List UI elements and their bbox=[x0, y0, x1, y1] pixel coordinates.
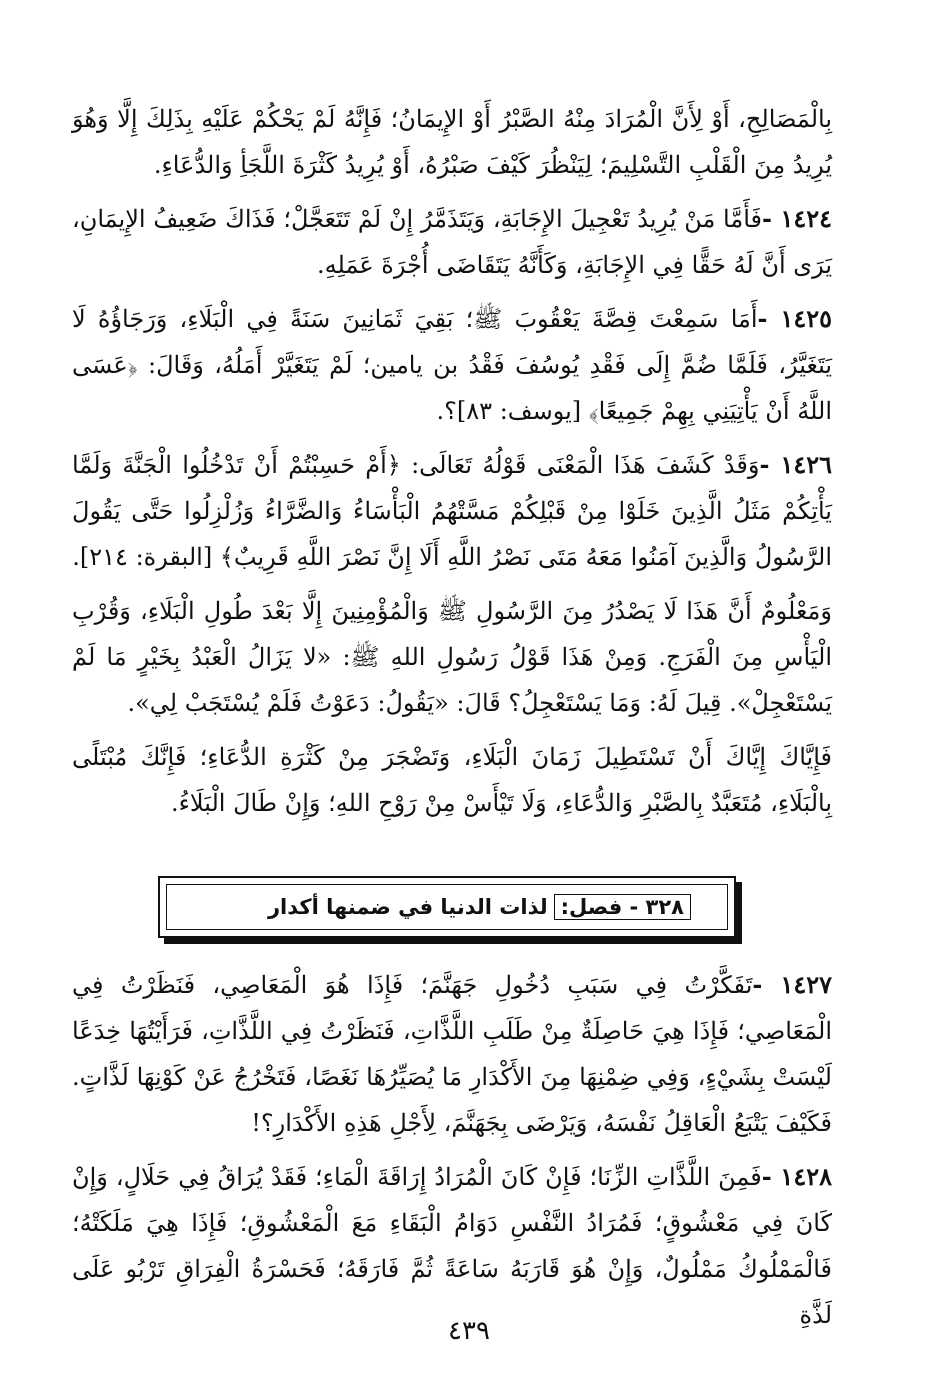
paragraph-1425: ١٤٢٥ -أَمَا سَمِعْتَ قِصَّةَ يَعْقُوبَ ﷺ؛ بَقِيَ ثَمَانِينَ سَنَةً فِي الْبَلَاءِ، وَرَجَاؤُهُ لَا يَتَغَيَّرُ، فَلَمَّا ضُمَّ إِلَى فَقْدِ يُوسُفَ فَقْدُ بن يامين؛ لَمْ يَتَغَيَّرْ أَمَلُهُ، وَقَالَ: ﴿عَسَى اللَّهُ أَنْ يَأْتِيَنِي بِهِمْ جَمِيعًا﴾ [يوسف: ٨٣]؟. bbox=[72, 304, 832, 425]
paragraph-number: ١٤٢٥ - bbox=[757, 304, 832, 333]
paragraph-known: وَمَعْلُومٌ أَنَّ هَذَا لَا يَصْدُرُ مِنَ الرَّسُولِ ﷺ وَالْمُؤْمِنِينَ إِلَّا بَعْدَ طُولِ الْبَلَاءِ، وَقُرْبِ الْيَأْسِ مِنَ الْفَرَجِ. وَمِنْ هَذَا قَوْلُ رَسُولِ اللهِ ﷺ: «لا يَزَالُ الْعَبْدُ بِخَيْرٍ مَا لَمْ يَسْتَعْجِلْ». قِيلَ لَهُ: وَمَا يَسْتَعْجِلُ؟ قَالَ: «يَقُولُ: دَعَوْتُ فَلَمْ يُسْتَجَبْ لِي». bbox=[72, 597, 833, 717]
section-heading-frame bbox=[158, 876, 736, 938]
bottom-text-block bbox=[72, 962, 832, 1346]
paragraph-beware: فَإِيَّاكَ إِيَّاكَ أَنْ تَسْتَطِيلَ زَمَانَ الْبَلَاءِ، وَتَضْجَرَ مِنْ كَثْرَةِ الدُّعَاءِ؛ فَإِنَّكَ مُبْتَلًى بِالْبَلَاءِ، مُتَعَبَّدٌ بِالصَّبْرِ وَالدُّعَاءِ، وَلَا تَيْأَسْ مِنْ رَوْحِ اللهِ؛ وَإِنْ طَالَ الْبَلَاءُ. bbox=[72, 743, 832, 817]
section-title: لذات الدنيا في ضمنها أكدار bbox=[267, 895, 548, 919]
paragraph-number: ١٤٢٤ - bbox=[762, 204, 832, 233]
paragraph-1428: ١٤٢٨ -فَمِنَ اللَّذَّاتِ الزِّنَا؛ فَإِنْ كَانَ الْمُرَادُ إِرَاقَةَ الْمَاءِ؛ فَقَدْ يُرَاقُ فِي حَلَالٍ، وَإِنْ كَانَ فِي مَعْشُوقٍ؛ فَمُرَادُ النَّفْسِ دَوَامُ الْبَقَاءِ مَعَ الْمَعْشُوقِ؛ فَإِذَا هِيَ مَلَكَتْهُ؛ فَالْمَمْلُوكُ مَمْلُولٌ، وَإِنْ هُوَ قَارَبَهُ سَاعَةً ثُمَّ فَارَقَهُ؛ فَحَسْرَةُ الْفِرَاقِ تَرْبُو عَلَى لَذَّةِ bbox=[72, 1162, 832, 1329]
paragraph-1424: ١٤٢٤ -فَأَمَّا مَنْ يُرِيدُ تَعْجِيلَ الإِجَابَةِ، وَيَتَذَمَّرُ إِنْ لَمْ تَتَعَجَّلْ؛ فَذَاكَ ضَعِيفُ الإِيمَانِ، يَرَى أَنَّ لَهُ حَقًّا فِي الإِجَابَةِ، وَكَأَنَّهُ يَتَقَاضَى أُجْرَةَ عَمَلِهِ. bbox=[72, 204, 832, 279]
page-number: ٤٣٩ bbox=[448, 1316, 490, 1346]
top-text-block bbox=[72, 96, 832, 834]
paragraph-1427: ١٤٢٧ -تَفَكَّرْتُ فِي سَبَبِ دُخُولِ جَهَنَّمَ؛ فَإِذَا هُوَ الْمَعَاصِي، فَنَظَرْتُ فِي الْمَعَاصِي؛ فَإِذَا هِيَ حَاصِلَةٌ مِنْ طَلَبِ اللَّذَّاتِ، فَنَظَرْتُ فِي اللَّذَّاتِ، فَرَأَيْتُهَا خِدَعًا لَيْسَتْ بِشَيْءٍ، وَفِي ضِمْنِهَا مِنَ الأَكْدَارِ مَا يُصَيِّرُهَا نَغَصًا، فَتَخْرُجُ عَنْ كَوْنِهَا لَذَّاتٍ. فَكَيْفَ يَتْبَعُ الْعَاقِلُ نَفْسَهُ، وَيَرْضَى بِجَهَنَّمَ، لِأَجْلِ هَذِهِ الأَكْدَارِ؟! bbox=[72, 970, 832, 1137]
paragraph-number: ١٤٢٨ - bbox=[761, 1162, 832, 1191]
paragraph-number: ١٤٢٦ - bbox=[759, 450, 833, 479]
paragraph-continuation: بِالْمَصَالِحِ، أَوْ لِأَنَّ الْمُرَادَ مِنْهُ الصَّبْرُ أَوْ الإِيمَانُ؛ فَإِنَّهُ لَمْ يَحْكُمْ عَلَيْهِ بِذَلِكَ إِلَّا وَهُوَ يُرِيدُ مِنَ الْقَلْبِ التَّسْلِيمَ؛ لِيَنْظُرَ كَيْفَ صَبْرُهُ، أَوْ يُرِيدُ كَثْرَةَ اللَّجَأِ وَالدُّعَاءِ. bbox=[72, 105, 832, 179]
section-number: ٣٢٨ - فصل: bbox=[554, 894, 691, 920]
paragraph-number: ١٤٢٧ - bbox=[752, 970, 832, 999]
section-heading bbox=[166, 884, 728, 930]
section-heading-box bbox=[158, 876, 744, 946]
paragraph-1426: ١٤٢٦ -وَقَدْ كَشَفَ هَذَا الْمَعْنَى قَوْلُهُ تَعَالَى: ﴿أَمْ حَسِبْتُمْ أَنْ تَدْخُلُوا الْجَنَّةَ وَلَمَّا يَأْتِكُمْ مَثَلُ الَّذِينَ خَلَوْا مِنْ قَبْلِكُمْ مَسَّتْهُمُ الْبَأْسَاءُ وَالضَّرَّاءُ وَزُلْزِلُوا حَتَّى يَقُولَ الرَّسُولُ وَالَّذِينَ آمَنُوا مَعَهُ مَتَى نَصْرُ اللَّهِ أَلَا إِنَّ نَصْرَ اللَّهِ قَرِيبٌ﴾ [البقرة: ٢١٤]. bbox=[72, 450, 833, 571]
